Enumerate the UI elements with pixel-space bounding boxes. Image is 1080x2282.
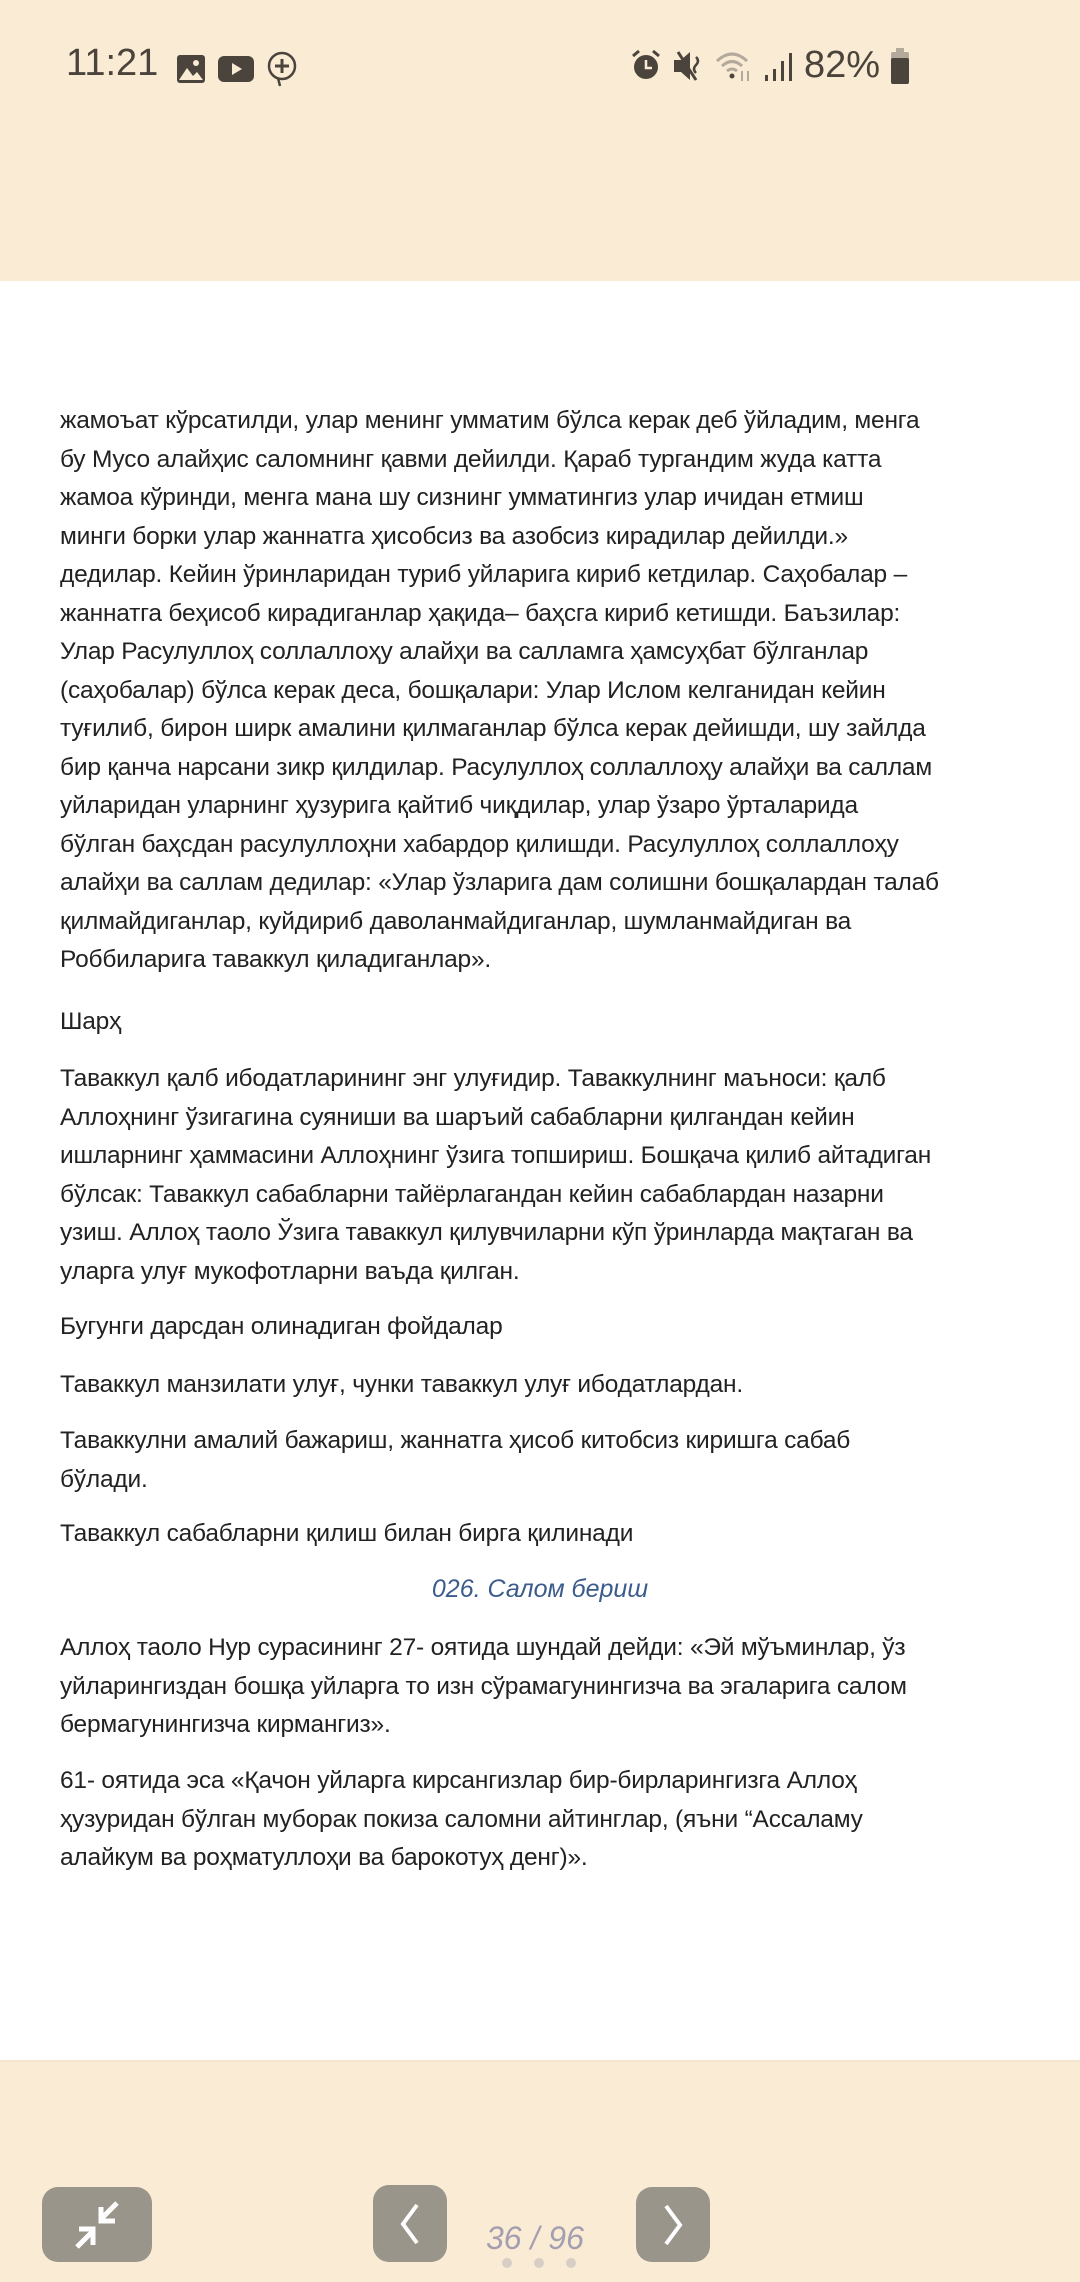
text-line: бир қанча нарсани зикр қилдилар. Расулуллоҳ соллаллоҳу алайҳи ва саллам [60,753,932,781]
text-line: Таваккул манзилати улуғ, чунки таваккул улуғ ибодатлардан. [60,1371,743,1398]
lesson-item [60,1422,1060,1499]
text-line: алайҳи ва саллам дедилар: «Улар ўзларига дам солишни бошқалардан талаб [60,869,939,896]
lesson-item [60,1366,1060,1405]
status-bar [0,0,1080,281]
lessons-label [60,1308,1060,1347]
text-line: ишларнинг ҳаммасини Аллоҳнинг ўзига топшириш. Бошқача қилиб айтадиган [60,1142,932,1169]
reader-page [0,281,1080,2060]
text-line: уларга улуғ мукофотларни ваъда қилган. [60,1257,520,1285]
page-indicator: 36 / 96 [486,2220,584,2256]
gallery-icon [176,54,206,84]
text-line: уйларингиздан бошқа уйларга то изн сўрамагунингизча ва эгаларига салом [60,1672,907,1700]
text-line: Аллоҳ таоло Нур сурасининг 27- оятида шундай дейди: «Эй мўъминлар, ўз [60,1634,906,1661]
chevron-left-icon [395,2201,425,2247]
previous-page-button[interactable] [373,2185,447,2262]
battery-icon [890,48,910,84]
text-line: жаннатга беҳисоб кирадиганлар ҳақида– баҳсга кириб кетишди. Баъзилар: [60,599,901,627]
text-line: алайкум ва роҳматуллоҳи ва барокотуҳ денг)». [60,1844,588,1871]
quran-paragraph [60,1629,1060,1745]
text-line: туғилиб, бирон ширк амалини қилмаганлар бўлса керак дейишди, шу зайлда [60,715,926,742]
text-line: (саҳобалар) бўлса керак деса, бошқалари: Улар Ислом келганидан кейин [60,676,886,704]
text-line: бўлсак: Таваккул сабабларни тайёрлагандан кейин сабаблардан назарни [60,1180,884,1208]
hadith-paragraph [60,402,1060,980]
text-line: Таваккул қалб ибодатларининг энг улуғидир. Таваккулнинг маъноси: қалб [60,1065,886,1092]
bottom-toolbar [0,2060,1080,2282]
text-line: бермагунингизча кирмангиз». [60,1711,391,1738]
text-line: минги борки улар жаннатга ҳисобсиз ва азобсиз кирадилар дейилди.» [60,522,848,550]
text-line: Бугунги дарсдан олинадиган фойдалар [60,1313,503,1340]
chat-plus-icon [266,50,298,88]
text-line: Шарҳ [60,1008,122,1035]
text-line: Таваккулни амалий бажариш, жаннатга ҳисоб китобсиз киришга сабаб [60,1427,851,1454]
chevron-right-icon [658,2202,688,2248]
mute-icon [672,49,704,83]
text-line: жамоа кўринди, менга мана шу сизнинг умматингиз улар ичидан етмиш [60,484,864,511]
lesson-item [60,1515,1060,1554]
text-line: узиш. Аллоҳ таоло Ўзига таваккул қилувчиларни кўп ўринларда мақтаган ва [60,1219,913,1246]
wifi-icon [714,49,754,83]
text-line: 61- оятида эса «Қачон уйларга кирсангизлар бир-бирларингизга Аллоҳ [60,1767,857,1794]
text-line: бўлади. [60,1465,148,1493]
text-line: жамоъат кўрсатилди, улар менинг умматим бўлса керак деб ўйладим, менга [60,407,920,434]
section-heading: 026. Салом бериш [431,1575,649,1603]
text-line: бўлган баҳсдан расулуллоҳни хабардор қилишди. Расулуллоҳ соллаллоҳу [60,830,899,858]
quran-paragraph [60,1762,1060,1878]
text-line: Таваккул сабабларни қилиш билан бирга қилинади [60,1520,634,1547]
collapse-icon [69,2197,125,2253]
text-line: бу Мусо алайҳис саломнинг қавми дейилди. Қараб тургандим жуда катта [60,445,882,473]
alarm-icon [630,49,662,83]
sharh-label [60,1003,1060,1042]
text-line: дедилар. Кейин ўринларидан туриб уйларига кириб кетдилар. Саҳобалар – [60,561,907,588]
more-dots [502,2258,576,2268]
text-line: уйларидан уларнинг ҳузурига қайтиб чиқдилар, улар ўзаро ўрталарида [60,792,858,819]
commentary-paragraph [60,1060,1060,1291]
text-line: Роббиларига таваккул қиладиганлар». [60,946,492,973]
signal-icon [764,49,794,83]
battery-percent: 82% [803,44,880,86]
next-page-button[interactable] [636,2187,710,2262]
exit-fullscreen-button[interactable] [42,2187,152,2262]
text-line: ҳузуридан бўлган муборак покиза саломни айтинглар, (яъни “Ассаламу [60,1805,863,1833]
text-line: Улар Расулуллоҳ соллаллоҳу алайҳи ва салламга ҳамсуҳбат бўлганлар [60,638,869,665]
text-line: Аллоҳнинг ўзигагина суяниши ва шаръий сабабларни қилгандан кейин [60,1103,855,1131]
youtube-icon [218,54,254,84]
text-line: қилмайдиганлар, куйдириб даволанмайдиганлар, шумланмайдиган ва [60,907,852,935]
status-time: 11:21 [66,42,159,84]
